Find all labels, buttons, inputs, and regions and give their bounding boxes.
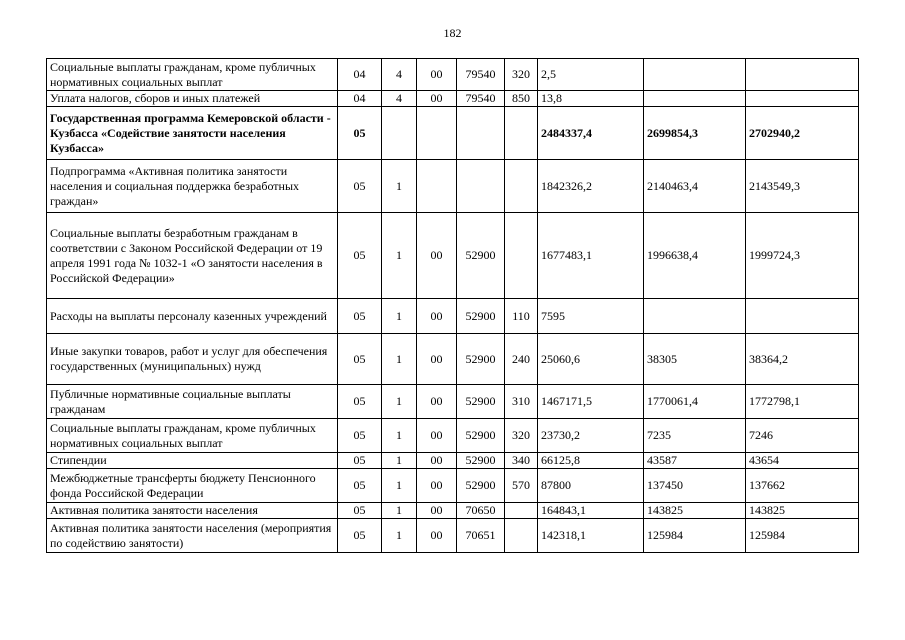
table-row xyxy=(47,299,859,334)
section-code-cell: 05 xyxy=(338,453,382,469)
amount-year3-cell: 43654 xyxy=(746,453,859,469)
row-name-cell: Активная политика занятости населения (мероприятия по содействию занятости) xyxy=(47,519,338,553)
amount-year2-cell: 143825 xyxy=(644,503,746,519)
row-name-cell: Расходы на выплаты персоналу казенных учреждений xyxy=(47,299,338,334)
table-row xyxy=(47,160,859,213)
amount-year1-cell: 142318,1 xyxy=(538,519,644,553)
expense-type-cell: 320 xyxy=(505,59,538,91)
amount-year2-cell: 7235 xyxy=(644,419,746,453)
amount-year3-cell: 137662 xyxy=(746,469,859,503)
amount-year2-cell xyxy=(644,59,746,91)
program-code-cell: 00 xyxy=(417,59,457,91)
direction-code-cell: 70650 xyxy=(457,503,505,519)
direction-code-cell: 52900 xyxy=(457,453,505,469)
amount-year1-cell: 66125,8 xyxy=(538,453,644,469)
section-code-cell: 04 xyxy=(338,59,382,91)
amount-year3-cell: 1999724,3 xyxy=(746,213,859,299)
subsection-code-cell: 1 xyxy=(382,160,417,213)
table-body xyxy=(47,59,859,553)
amount-year1-cell: 25060,6 xyxy=(538,334,644,385)
amount-year3-cell: 143825 xyxy=(746,503,859,519)
table-row xyxy=(47,91,859,107)
amount-year1-cell: 13,8 xyxy=(538,91,644,107)
amount-year3-cell: 38364,2 xyxy=(746,334,859,385)
table-row xyxy=(47,419,859,453)
subsection-code-cell: 1 xyxy=(382,299,417,334)
program-code-cell: 00 xyxy=(417,213,457,299)
row-name-cell: Межбюджетные трансферты бюджету Пенсионного фонда Российской Федерации xyxy=(47,469,338,503)
row-name-cell: Уплата налогов, сборов и иных платежей xyxy=(47,91,338,107)
program-code-cell xyxy=(417,160,457,213)
expense-type-cell: 240 xyxy=(505,334,538,385)
amount-year2-cell: 1996638,4 xyxy=(644,213,746,299)
amount-year1-cell: 1677483,1 xyxy=(538,213,644,299)
row-name-cell: Государственная программа Кемеровской области - Кузбасса «Содействие занятости населения Кузбасса» xyxy=(47,107,338,160)
subsection-code-cell: 4 xyxy=(382,91,417,107)
row-name-cell: Иные закупки товаров, работ и услуг для обеспечения государственных (муниципальных) нужд xyxy=(47,334,338,385)
amount-year2-cell xyxy=(644,91,746,107)
program-code-cell: 00 xyxy=(417,385,457,419)
amount-year3-cell: 1772798,1 xyxy=(746,385,859,419)
program-code-cell: 00 xyxy=(417,299,457,334)
subsection-code-cell: 1 xyxy=(382,334,417,385)
amount-year1-cell: 7595 xyxy=(538,299,644,334)
amount-year1-cell: 87800 xyxy=(538,469,644,503)
expense-type-cell: 850 xyxy=(505,91,538,107)
amount-year3-cell xyxy=(746,59,859,91)
amount-year2-cell xyxy=(644,299,746,334)
section-code-cell: 05 xyxy=(338,160,382,213)
section-code-cell: 04 xyxy=(338,91,382,107)
row-name-cell: Социальные выплаты гражданам, кроме публичных нормативных социальных выплат xyxy=(47,59,338,91)
expense-type-cell: 340 xyxy=(505,453,538,469)
program-code-cell: 00 xyxy=(417,453,457,469)
amount-year1-cell: 23730,2 xyxy=(538,419,644,453)
row-name-cell: Социальные выплаты безработным гражданам в соответствии с Законом Российской Федерации от 19 апреля 1991 года № 1032-1 «О занятости населения в Российской Федерации» xyxy=(47,213,338,299)
amount-year3-cell: 2143549,3 xyxy=(746,160,859,213)
direction-code-cell: 52900 xyxy=(457,213,505,299)
section-code-cell: 05 xyxy=(338,419,382,453)
expense-type-cell xyxy=(505,107,538,160)
direction-code-cell xyxy=(457,107,505,160)
program-code-cell: 00 xyxy=(417,503,457,519)
expense-type-cell xyxy=(505,503,538,519)
amount-year2-cell: 38305 xyxy=(644,334,746,385)
direction-code-cell xyxy=(457,160,505,213)
subsection-code-cell: 1 xyxy=(382,453,417,469)
expense-type-cell xyxy=(505,160,538,213)
table-row xyxy=(47,59,859,91)
amount-year2-cell: 2140463,4 xyxy=(644,160,746,213)
amount-year2-cell: 43587 xyxy=(644,453,746,469)
table-row xyxy=(47,469,859,503)
subsection-code-cell xyxy=(382,107,417,160)
direction-code-cell: 52900 xyxy=(457,385,505,419)
program-code-cell: 00 xyxy=(417,419,457,453)
amount-year2-cell: 1770061,4 xyxy=(644,385,746,419)
direction-code-cell: 52900 xyxy=(457,419,505,453)
amount-year3-cell: 7246 xyxy=(746,419,859,453)
program-code-cell: 00 xyxy=(417,91,457,107)
table-row xyxy=(47,453,859,469)
budget-table xyxy=(46,58,859,553)
amount-year1-cell: 2,5 xyxy=(538,59,644,91)
amount-year1-cell: 164843,1 xyxy=(538,503,644,519)
amount-year2-cell: 2699854,3 xyxy=(644,107,746,160)
amount-year3-cell: 2702940,2 xyxy=(746,107,859,160)
direction-code-cell: 70651 xyxy=(457,519,505,553)
row-name-cell: Социальные выплаты гражданам, кроме публичных нормативных социальных выплат xyxy=(47,419,338,453)
section-code-cell: 05 xyxy=(338,469,382,503)
subsection-code-cell: 1 xyxy=(382,213,417,299)
amount-year3-cell: 125984 xyxy=(746,519,859,553)
row-name-cell: Подпрограмма «Активная политика занятости населения и социальная поддержка безработных граждан» xyxy=(47,160,338,213)
section-code-cell: 05 xyxy=(338,334,382,385)
table-row xyxy=(47,107,859,160)
program-code-cell: 00 xyxy=(417,334,457,385)
amount-year3-cell xyxy=(746,91,859,107)
page-number: 182 xyxy=(443,26,462,40)
subsection-code-cell: 4 xyxy=(382,59,417,91)
subsection-code-cell: 1 xyxy=(382,503,417,519)
expense-type-cell xyxy=(505,519,538,553)
table-row xyxy=(47,334,859,385)
section-code-cell: 05 xyxy=(338,503,382,519)
row-name-cell: Активная политика занятости населения xyxy=(47,503,338,519)
program-code-cell xyxy=(417,107,457,160)
expense-type-cell: 110 xyxy=(505,299,538,334)
program-code-cell: 00 xyxy=(417,469,457,503)
amount-year2-cell: 125984 xyxy=(644,519,746,553)
amount-year1-cell: 1467171,5 xyxy=(538,385,644,419)
amount-year1-cell: 2484337,4 xyxy=(538,107,644,160)
amount-year2-cell: 137450 xyxy=(644,469,746,503)
amount-year3-cell xyxy=(746,299,859,334)
table-row xyxy=(47,213,859,299)
section-code-cell: 05 xyxy=(338,107,382,160)
subsection-code-cell: 1 xyxy=(382,419,417,453)
subsection-code-cell: 1 xyxy=(382,385,417,419)
subsection-code-cell: 1 xyxy=(382,519,417,553)
direction-code-cell: 52900 xyxy=(457,469,505,503)
row-name-cell: Публичные нормативные социальные выплаты гражданам xyxy=(47,385,338,419)
amount-year1-cell: 1842326,2 xyxy=(538,160,644,213)
section-code-cell: 05 xyxy=(338,385,382,419)
direction-code-cell: 52900 xyxy=(457,334,505,385)
expense-type-cell: 320 xyxy=(505,419,538,453)
program-code-cell: 00 xyxy=(417,519,457,553)
table-row xyxy=(47,503,859,519)
subsection-code-cell: 1 xyxy=(382,469,417,503)
expense-type-cell: 570 xyxy=(505,469,538,503)
direction-code-cell: 79540 xyxy=(457,91,505,107)
expense-type-cell xyxy=(505,213,538,299)
table-row xyxy=(47,519,859,553)
section-code-cell: 05 xyxy=(338,299,382,334)
section-code-cell: 05 xyxy=(338,213,382,299)
table-row xyxy=(47,385,859,419)
expense-type-cell: 310 xyxy=(505,385,538,419)
direction-code-cell: 52900 xyxy=(457,299,505,334)
section-code-cell: 05 xyxy=(338,519,382,553)
row-name-cell: Стипендии xyxy=(47,453,338,469)
direction-code-cell: 79540 xyxy=(457,59,505,91)
